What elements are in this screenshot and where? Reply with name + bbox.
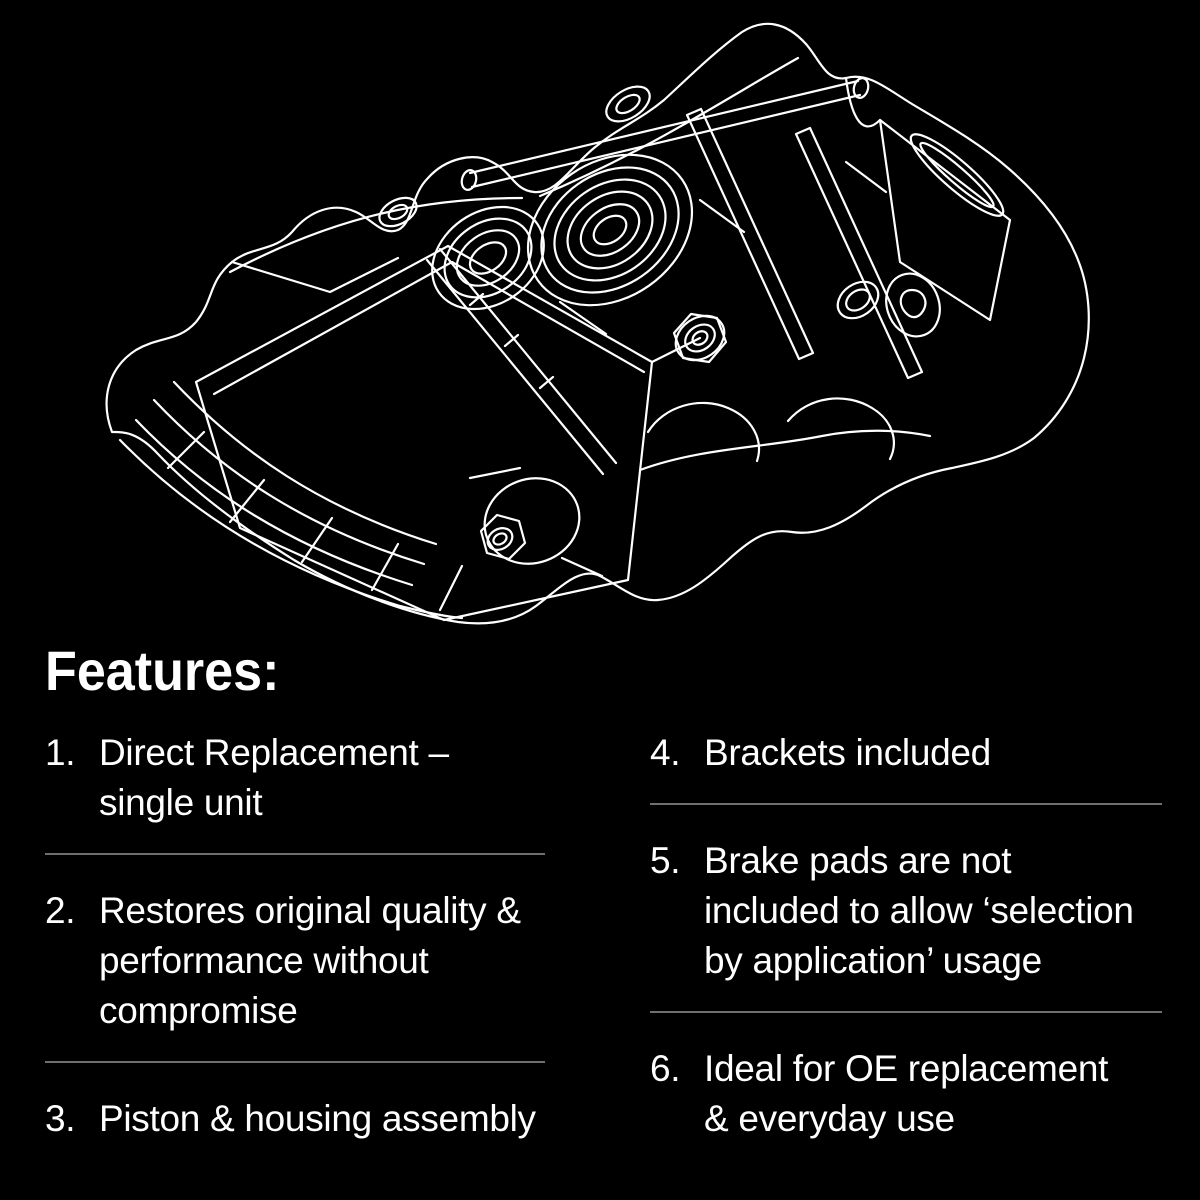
piston-bore-rings-large (499, 124, 721, 336)
feature-text-line: Brake pads are not (704, 840, 1012, 881)
feature-number: 6. (650, 1048, 681, 1089)
divider (650, 803, 1162, 805)
bleeder-boss-rings (831, 274, 885, 325)
feature-text-line: single unit (99, 782, 263, 823)
feature-text (704, 836, 1134, 986)
feature-text-line: Ideal for OE replacement (704, 1048, 1109, 1089)
feature-item-6 (650, 1044, 1162, 1144)
feature-number: 5. (650, 840, 681, 881)
feature-item-4 (650, 728, 1162, 778)
guide-pin-bolt (470, 465, 602, 577)
feature-number: 2. (45, 890, 76, 931)
feature-item-2 (45, 886, 545, 1036)
features-column-left (45, 728, 545, 1144)
facet-lines (230, 58, 886, 362)
caliper-contour-bands (120, 382, 462, 618)
features-heading: Features: (45, 639, 280, 702)
feature-text (99, 728, 449, 828)
feature-item-3 (45, 1094, 545, 1144)
feature-text-line: Piston & housing assembly (99, 1098, 536, 1139)
feature-item-1 (45, 728, 545, 828)
feature-number: 4. (650, 732, 681, 773)
feature-text-line: by application’ usage (704, 940, 1042, 981)
pad-humps (640, 398, 930, 470)
feature-item-5 (650, 836, 1162, 986)
feature-text (704, 728, 991, 778)
feature-text-line: compromise (99, 990, 298, 1031)
feature-text (99, 1094, 536, 1144)
guide-rod (427, 249, 616, 474)
divider (650, 1011, 1162, 1013)
divider (45, 853, 545, 855)
feature-text (704, 1044, 1108, 1144)
bridge-bars (687, 109, 922, 378)
feature-number: 3. (45, 1098, 76, 1139)
feature-text (99, 886, 521, 1036)
feature-text-line: Direct Replacement – (99, 732, 449, 773)
feature-text-line: Restores original quality & (99, 890, 521, 931)
feature-number: 1. (45, 732, 76, 773)
feature-text-line: & everyday use (704, 1098, 955, 1139)
feature-text-line: Brackets included (704, 732, 991, 773)
feature-text-line: performance without (99, 940, 429, 981)
divider (45, 1061, 545, 1063)
features-column-right (650, 728, 1162, 1144)
feature-text-line: included to allow ‘selection (704, 890, 1134, 931)
